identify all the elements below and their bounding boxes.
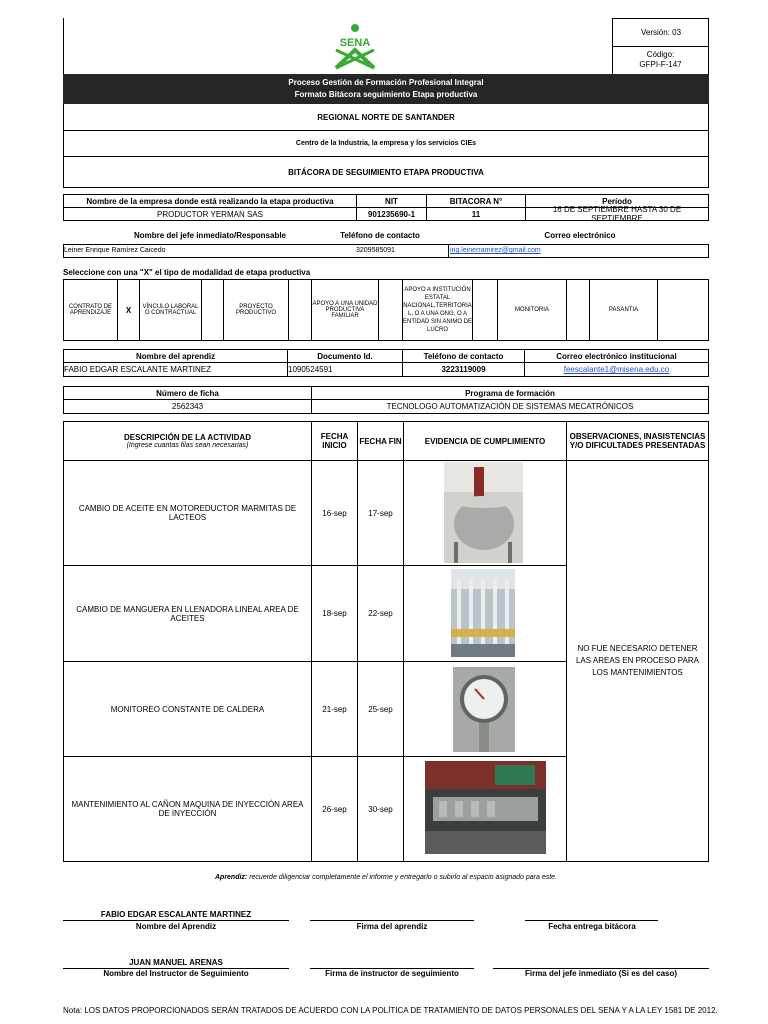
boss-phone-header: Teléfono de contacto [340, 231, 420, 240]
apprentice-name-header: Nombre del aprendiz [63, 349, 288, 363]
apprentice-email: feescalante1@misena.edu.co [524, 362, 709, 377]
modality-unidad-mark[interactable] [378, 279, 403, 341]
modality-prompt: Seleccione con una "X" el tipo de modalidad de etapa productiva [63, 268, 311, 277]
modality-monitoria-mark[interactable] [566, 279, 590, 341]
label-boss-sign: Firma del jefe inmediato (Si es del caso) [524, 969, 678, 978]
label-instructor-sign: Firma de instructor de seguimiento [325, 969, 459, 978]
activity-desc: MANTENIMIENTO AL CAÑON MAQUINA DE INYECCIÓN AREA DE INYECCIÓN [63, 756, 312, 862]
ficha-header: Número de ficha [63, 386, 312, 400]
bitacora-header: BITACORA N° [426, 194, 526, 208]
modality-vinculo-mark[interactable] [201, 279, 224, 341]
activity-desc-header: DESCRIPCIÓN DE LA ACTIVIDAD (Ingrese cuantas filas sean necesarias) [63, 421, 312, 461]
company-value: PRODUCTOR YERMAN SAS [63, 207, 357, 221]
program-value: TECNOLOGO AUTOMATIZACIÓN DE SISTEMAS MECATRÓNICOS [311, 399, 709, 414]
boss-email-header: Correo electrónico [544, 231, 616, 240]
activity-end-header: FECHA FIN [357, 421, 404, 461]
nit-header: NIT [356, 194, 427, 208]
apprentice-signature-name: FABIO EDGAR ESCALANTE MARTINEZ [100, 910, 252, 919]
boss-email[interactable]: ing.leinerramirez@gmail.com [450, 247, 541, 254]
apprentice-reminder: Aprendiz: recuerde diligenciar completamente el informe y entregarlo o subirlo al espacio asignado para este. [214, 874, 557, 881]
modality-vinculo: VÍNCULO LABORAL O CONTRACTUAL [139, 279, 202, 341]
activity-desc: CAMBIO DE ACEITE EN MOTOREDUCTOR MARMITAS DE LACTEOS [63, 460, 312, 566]
apprentice-doc: 1090524591 [287, 362, 403, 377]
sena-logo [330, 22, 380, 70]
injection-photo [425, 761, 546, 854]
activity-end: 25-sep [357, 661, 404, 757]
apprentice-doc-header: Documento Id. [287, 349, 403, 363]
activity-end: 22-sep [357, 565, 404, 662]
modality-pasantia-mark[interactable] [657, 279, 709, 341]
version-cell: Versión: 03 [612, 18, 709, 47]
bitacora-value: 11 [426, 207, 526, 221]
label-apprentice-name: Nombre del Aprendiz [135, 922, 217, 931]
modality-institucion: APOYO A INSTITUCIÓN ESTATAL NACIONAL,TERRITORIA L, O A UNA ONG, O A ENTIDAD SIN ANIMO DE LUCRO [402, 279, 473, 341]
activity-obs-header: OBSERVACIONES, INASISTENCIAS Y/O DIFICULTADES PRESENTADAS [566, 421, 709, 461]
code-cell: Código: GFPI-F-147 [612, 47, 708, 74]
activity-start: 26-sep [311, 756, 358, 862]
apprentice-phone-header: Teléfono de contacto [402, 349, 525, 363]
boss-phone: 3209585091 [356, 247, 395, 254]
modality-institucion-mark[interactable] [472, 279, 498, 341]
activity-desc: MONITOREO CONSTANTE DE CALDERA [63, 661, 312, 757]
activity-start: 21-sep [311, 661, 358, 757]
modality-proyecto-mark[interactable] [288, 279, 312, 341]
label-apprentice-sign: Firma del aprendiz [356, 922, 428, 931]
modality-monitoria: MONITORIA [497, 279, 567, 341]
activity-start-header: FECHA INICIO [311, 421, 358, 461]
activity-desc: CAMBIO DE MANGUERA EN LLENADORA LINEAL AREA DE ACEITES [63, 565, 312, 662]
doc-title-row: BITÁCORA DE SEGUIMIENTO ETAPA PRODUCTIVA [63, 157, 709, 188]
regional-row: REGIONAL NORTE DE SANTANDER [63, 104, 709, 131]
filler-photo [451, 569, 515, 657]
modality-contrato: CONTRATO DE APRENDIZAJE [63, 279, 118, 341]
boss-name: Leiner Enrique Ramírez Caicedo [64, 247, 166, 254]
apprentice-email-header: Correo electrónico institucional [524, 349, 709, 363]
period-value: 16 DE SEPTIEMBRE HASTA 30 DE SEPTIEMBRE [525, 207, 709, 221]
gauge-photo [453, 667, 515, 752]
modality-pasantia: PASANTIA [589, 279, 658, 341]
label-delivery-date: Fecha entrega bitácora [548, 922, 636, 931]
period-header: Período [525, 194, 709, 208]
apprentice-name: FABIO EDGAR ESCALANTE MARTINEZ [63, 362, 288, 377]
instructor-signature-name: JUAN MANUEL ARENAS [129, 958, 223, 967]
modality-contrato-mark[interactable]: X [117, 279, 140, 341]
activity-start: 18-sep [311, 565, 358, 662]
modality-unidad: APOYO A UNA UNIDAD PRODUCTIVA FAMILIAR [311, 279, 379, 341]
activity-end: 17-sep [357, 460, 404, 566]
label-instructor-name: Nombre del Instructor de Seguimiento [103, 969, 249, 978]
kettle-photo [444, 462, 523, 563]
activity-evidence-header: EVIDENCIA DE CUMPLIMIENTO [403, 421, 567, 461]
center-row: Centro de la Industria, la empresa y los servicios CIEs [63, 131, 709, 157]
boss-name-header: Nombre del jefe inmediato/Responsable [133, 231, 287, 240]
ficha-value: 2562343 [63, 399, 312, 414]
svg-text:SENA: SENA [339, 37, 371, 49]
apprentice-phone: 3223119009 [402, 362, 525, 377]
program-header: Programa de formación [311, 386, 709, 400]
activity-observation: NO FUE NECESARIO DETENER LAS AREAS EN PROCESO PARA LOS MANTENIMIENTOS [566, 460, 709, 862]
nit-value: 901235690-1 [356, 207, 427, 221]
modality-proyecto: PROYECTO PRODUCTIVO [223, 279, 289, 341]
process-band: Proceso Gestión de Formación Profesional Integral Formato Bitácora seguimiento Etapa productiva [63, 74, 709, 104]
privacy-note: Nota: LOS DATOS PROPORCIONADOS SERÁN TRATADOS DE ACUERDO CON LA POLÍTICA DE TRATAMIENTO DE DATOS PERSONALES DEL SENA Y A LA LEY 1581 DE 2012. [63, 1006, 718, 1015]
boss-row [63, 244, 709, 258]
activity-start: 16-sep [311, 460, 358, 566]
company-header: Nombre de la empresa donde está realizando la etapa productiva [63, 194, 357, 208]
activity-end: 30-sep [357, 756, 404, 862]
